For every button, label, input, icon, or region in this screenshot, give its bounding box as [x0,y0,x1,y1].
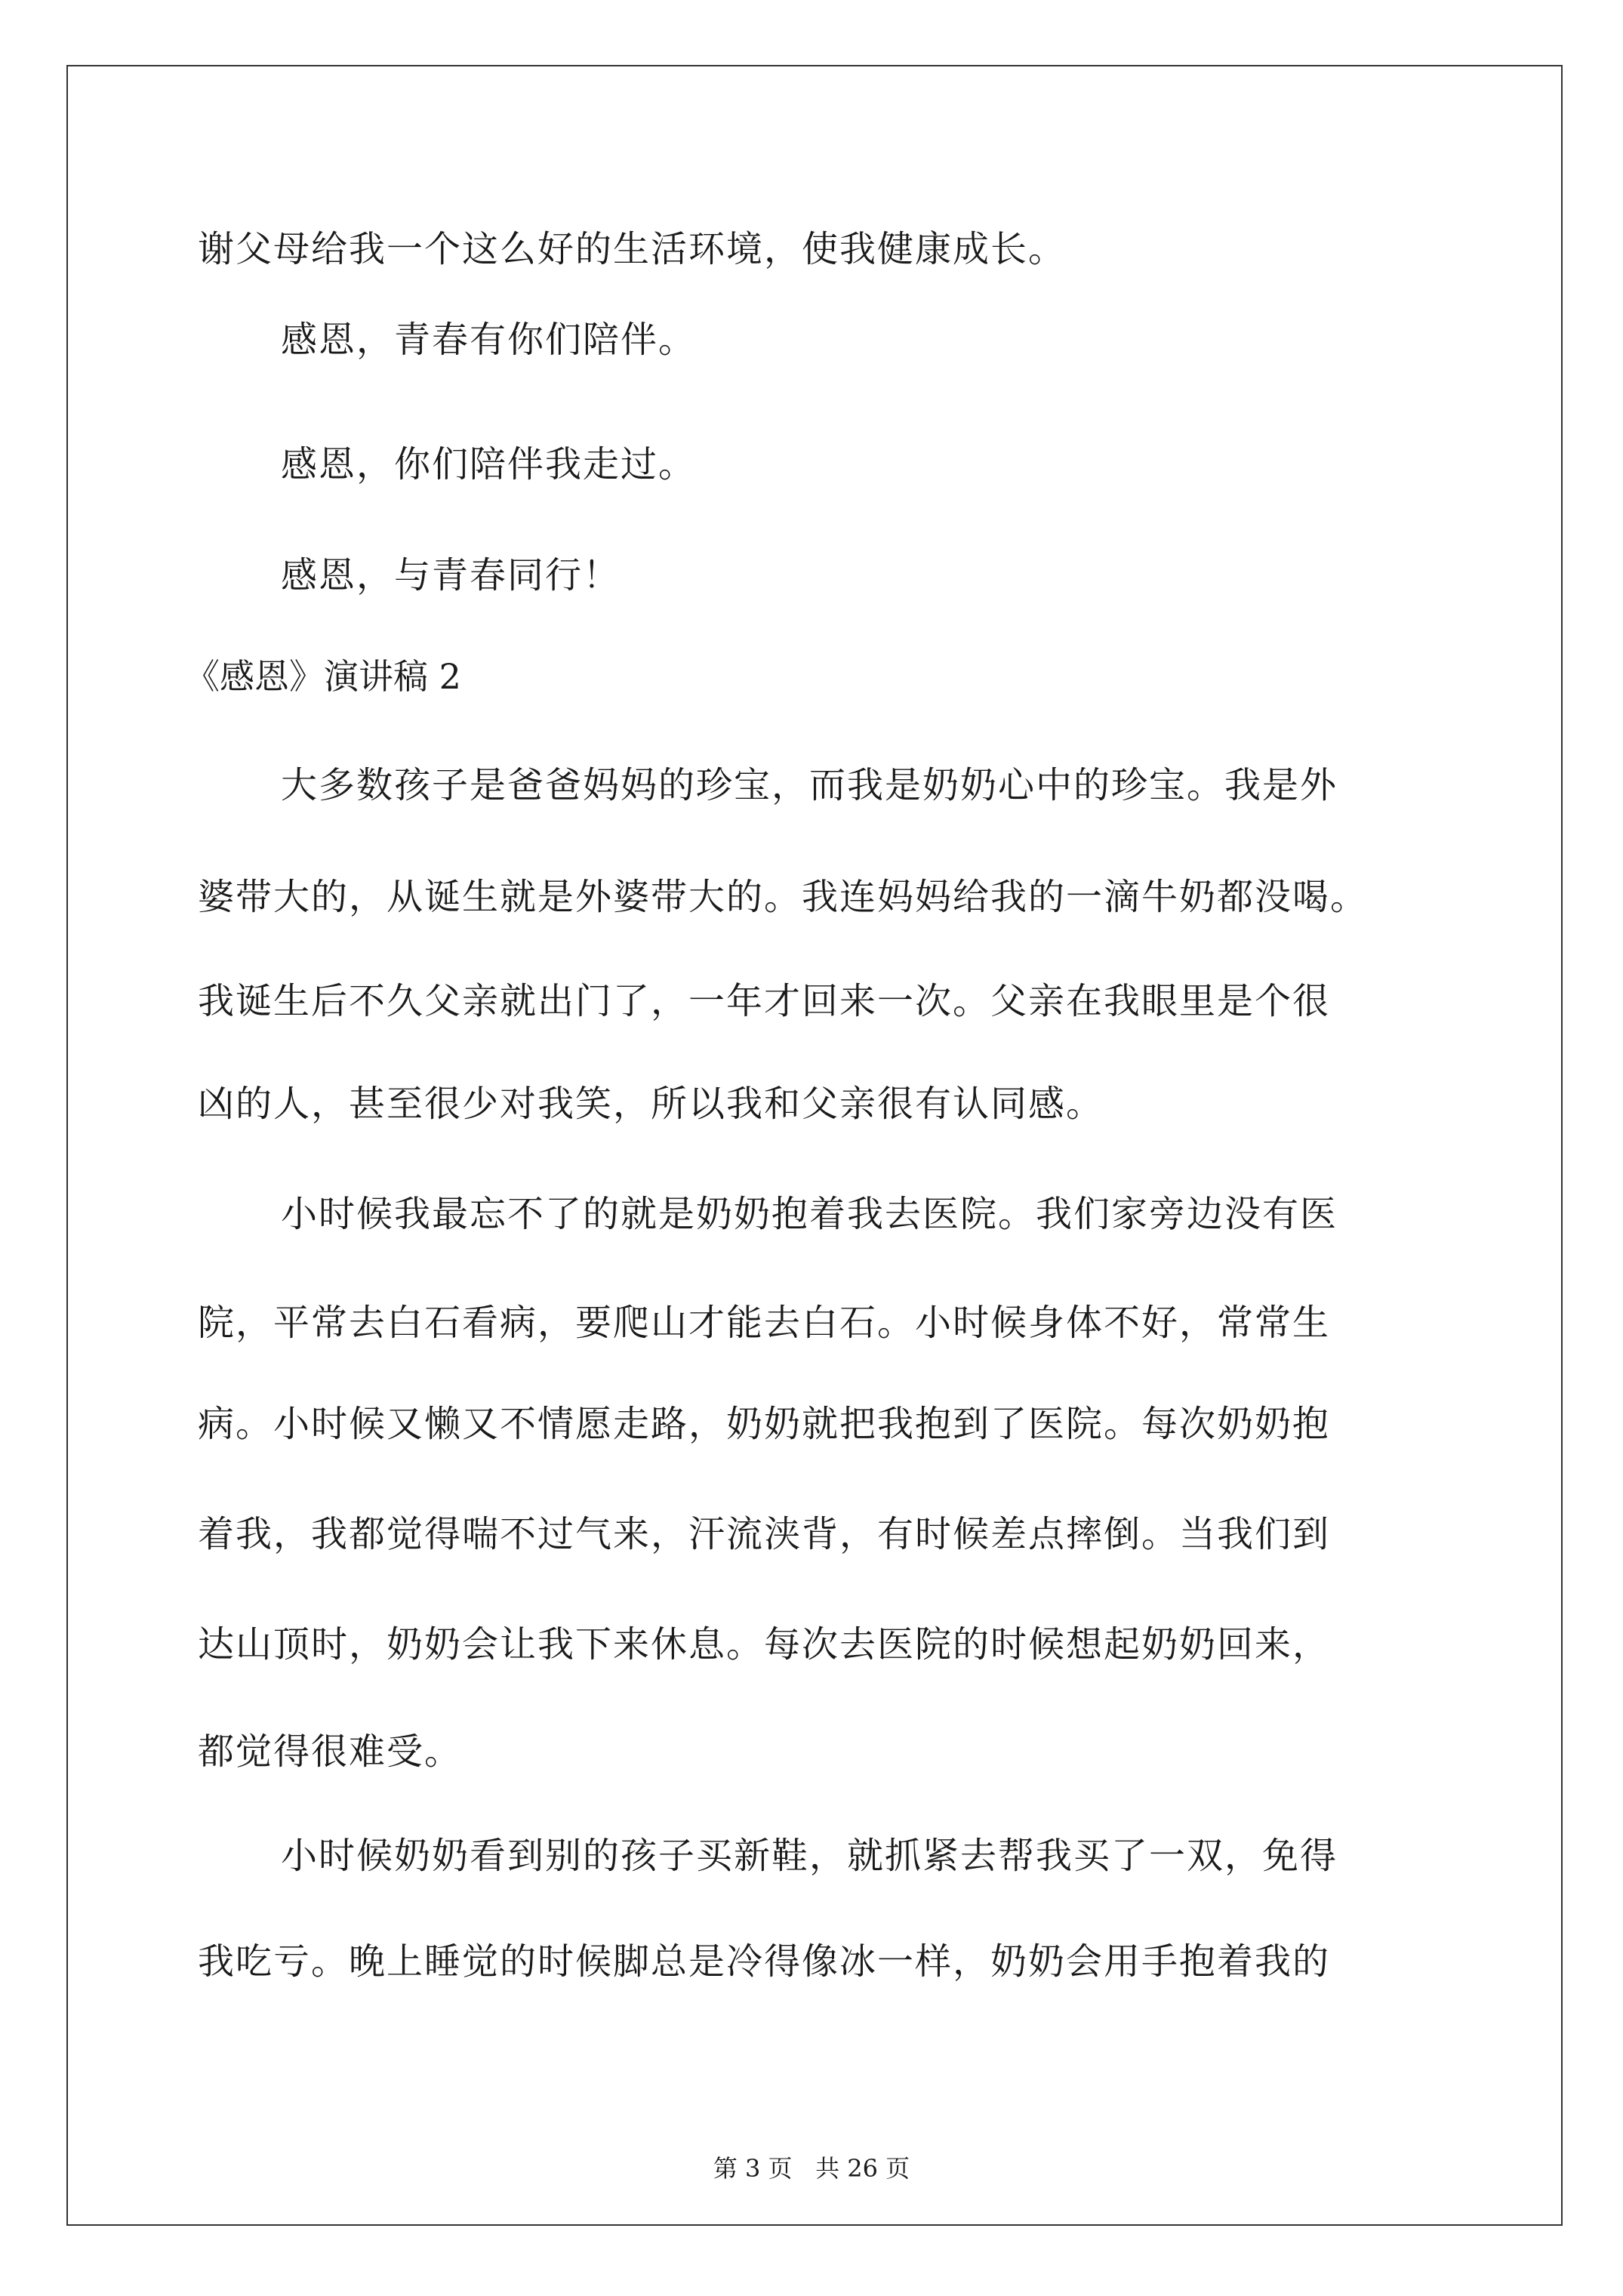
section-heading: 《感恩》演讲稿 2 [185,656,461,697]
paragraph-line: 小时候我最忘不了的就是奶奶抱着我去医院。我们家旁边没有医 [281,1193,1338,1235]
paragraph-line: 大多数孩子是爸爸妈妈的珍宝，而我是奶奶心中的珍宝。我是外 [281,764,1338,806]
paragraph-line: 我吃亏。晚上睡觉的时候脚总是冷得像冰一样，奶奶会用手抱着我的 [198,1940,1331,1983]
paragraph-line: 感恩，青春有你们陪伴。 [281,319,697,361]
page-border [66,65,1563,2226]
paragraph-line: 谢父母给我一个这么好的生活环境，使我健康成长。 [198,228,1067,270]
paragraph-line: 着我，我都觉得喘不过气来，汗流浃背，有时候差点摔倒。当我们到 [198,1513,1331,1555]
paragraph-line: 都觉得很难受。 [198,1730,463,1773]
paragraph-line: 感恩，与青春同行！ [281,554,621,596]
paragraph-line: 婆带大的，从诞生就是外婆带大的。我连妈妈给我的一滴牛奶都没喝。 [198,876,1369,918]
paragraph-line: 凶的人，甚至很少对我笑，所以我和父亲很有认同感。 [198,1083,1104,1125]
paragraph-line: 病。小时候又懒又不情愿走路，奶奶就把我抱到了医院。每次奶奶抱 [198,1403,1331,1445]
paragraph-line: 小时候奶奶看到别的孩子买新鞋，就抓紧去帮我买了一双，免得 [281,1835,1338,1877]
paragraph-line: 院，平常去白石看病，要爬山才能去白石。小时候身体不好，常常生 [198,1302,1331,1344]
paragraph-line: 我诞生后不久父亲就出门了，一年才回来一次。父亲在我眼里是个很 [198,980,1331,1022]
paragraph-line: 感恩，你们陪伴我走过。 [281,443,697,485]
paragraph-line: 达山顶时，奶奶会让我下来休息。每次去医院的时候想起奶奶回来， [198,1623,1331,1666]
page-number-footer: 第 3 页 共 26 页 [713,2154,910,2183]
